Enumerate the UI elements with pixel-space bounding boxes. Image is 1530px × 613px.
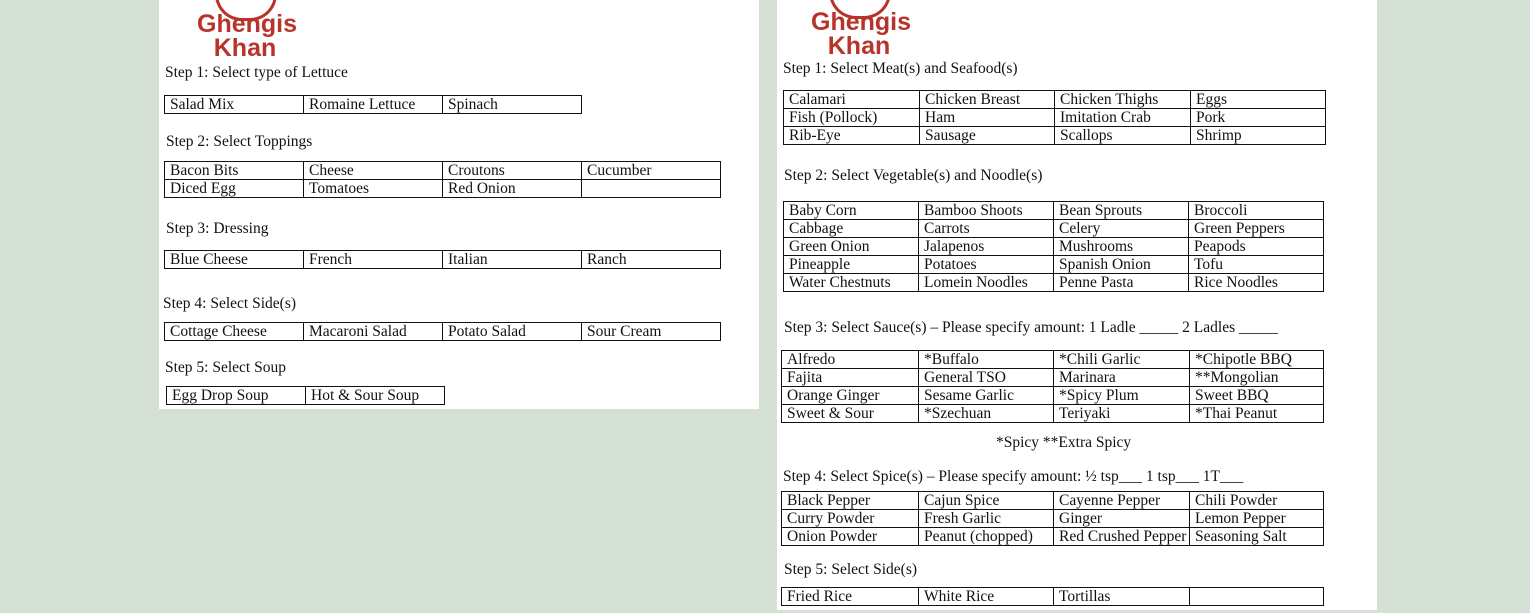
- logo-line-1: Ghengis: [811, 8, 912, 36]
- table-cell[interactable]: Diced Egg: [165, 180, 304, 198]
- table-cell[interactable]: *Thai Peanut: [1190, 405, 1324, 423]
- salad-order-sheet: [159, 0, 759, 409]
- table-cell[interactable]: Salad Mix: [165, 96, 304, 114]
- table-cell[interactable]: Curry Powder: [782, 510, 919, 528]
- table-cell[interactable]: Chili Powder: [1190, 492, 1324, 510]
- table-cell[interactable]: Celery: [1054, 220, 1189, 238]
- table-row: [782, 351, 1324, 369]
- table-cell[interactable]: Cucumber: [582, 162, 721, 180]
- table-cell[interactable]: Eggs: [1191, 91, 1326, 109]
- table-cell[interactable]: **Mongolian: [1190, 369, 1324, 387]
- table-cell[interactable]: Scallops: [1055, 127, 1191, 145]
- step-title: Step 1: Select type of Lettuce: [165, 64, 348, 81]
- table-cell[interactable]: *Szechuan: [919, 405, 1054, 423]
- table-cell[interactable]: Chicken Breast: [920, 91, 1055, 109]
- table-cell[interactable]: Ginger: [1054, 510, 1190, 528]
- table-cell[interactable]: Cabbage: [784, 220, 919, 238]
- table-cell[interactable]: Ham: [920, 109, 1055, 127]
- table-cell[interactable]: Cayenne Pepper: [1054, 492, 1190, 510]
- sides-options-table: [781, 587, 1324, 606]
- table-cell[interactable]: Tofu: [1189, 256, 1324, 274]
- table-cell[interactable]: Cajun Spice: [919, 492, 1054, 510]
- step-title: Step 5: Select Soup: [165, 359, 286, 376]
- table-cell: [582, 180, 721, 198]
- table-cell[interactable]: Broccoli: [1189, 202, 1324, 220]
- table-cell[interactable]: Potato Salad: [443, 323, 582, 341]
- table-row: [784, 220, 1324, 238]
- step-title: Step 2: Select Vegetable(s) and Noodle(s): [784, 167, 1043, 184]
- table-cell[interactable]: French: [304, 251, 443, 269]
- step-title: Step 2: Select Toppings: [166, 133, 313, 150]
- table-cell[interactable]: Mushrooms: [1054, 238, 1189, 256]
- table-cell[interactable]: Carrots: [919, 220, 1054, 238]
- spices-options-table: [781, 491, 1324, 546]
- table-row: [784, 109, 1326, 127]
- table-cell[interactable]: Imitation Crab: [1055, 109, 1191, 127]
- logo-line-1: Ghengis: [197, 10, 298, 38]
- sides-options-table: [164, 322, 721, 341]
- table-cell[interactable]: Calamari: [784, 91, 920, 109]
- table-cell[interactable]: Orange Ginger: [782, 387, 919, 405]
- table-row: [782, 588, 1324, 606]
- vegetables-options-table: [783, 201, 1324, 292]
- step-title: Step 3: Select Sauce(s) – Please specify amount: 1 Ladle _____ 2 Ladles _____: [784, 319, 1278, 336]
- table-cell[interactable]: Potatoes: [919, 256, 1054, 274]
- table-cell[interactable]: Spanish Onion: [1054, 256, 1189, 274]
- table-cell[interactable]: Jalapenos: [919, 238, 1054, 256]
- table-cell[interactable]: *Chili Garlic: [1054, 351, 1190, 369]
- table-row: [782, 369, 1324, 387]
- table-cell[interactable]: Romaine Lettuce: [304, 96, 443, 114]
- table-cell[interactable]: Bean Sprouts: [1054, 202, 1189, 220]
- table-cell[interactable]: Seasoning Salt: [1190, 528, 1324, 546]
- table-cell[interactable]: Bamboo Shoots: [919, 202, 1054, 220]
- table-cell[interactable]: Pineapple: [784, 256, 919, 274]
- table-row: [782, 528, 1324, 546]
- table-row: [165, 323, 721, 341]
- table-cell[interactable]: Italian: [443, 251, 582, 269]
- logo-line-2: Khan: [213, 34, 277, 62]
- table-cell[interactable]: Ranch: [582, 251, 721, 269]
- table-row: [784, 202, 1324, 220]
- table-cell[interactable]: Rice Noodles: [1189, 274, 1324, 292]
- table-cell[interactable]: Sweet BBQ: [1190, 387, 1324, 405]
- table-row: [165, 180, 721, 198]
- table-cell[interactable]: Marinara: [1054, 369, 1190, 387]
- stir-fry-order-sheet: [777, 0, 1377, 610]
- table-cell[interactable]: Bacon Bits: [165, 162, 304, 180]
- table-cell[interactable]: Croutons: [443, 162, 582, 180]
- table-row: [784, 274, 1324, 292]
- meats-options-table: [783, 90, 1326, 145]
- toppings-options-table: [164, 161, 721, 198]
- table-row: [782, 492, 1324, 510]
- table-row: [784, 127, 1326, 145]
- table-cell[interactable]: Green Peppers: [1189, 220, 1324, 238]
- table-cell[interactable]: Water Chestnuts: [784, 274, 919, 292]
- sauces-options-table: [781, 350, 1324, 423]
- step-title: Step 3: Dressing: [166, 220, 269, 237]
- ghengis-khan-logo: [811, 8, 912, 60]
- table-cell[interactable]: Sweet & Sour: [782, 405, 919, 423]
- table-cell[interactable]: Chicken Thighs: [1055, 91, 1191, 109]
- table-cell[interactable]: Blue Cheese: [165, 251, 304, 269]
- table-cell[interactable]: Tomatoes: [304, 180, 443, 198]
- table-cell[interactable]: Fresh Garlic: [919, 510, 1054, 528]
- table-cell[interactable]: Rib-Eye: [784, 127, 920, 145]
- table-cell[interactable]: Fish (Pollock): [784, 109, 920, 127]
- step-title: Step 1: Select Meat(s) and Seafood(s): [783, 60, 1018, 77]
- step-title: Step 5: Select Side(s): [784, 561, 918, 578]
- table-cell[interactable]: *Spicy Plum: [1054, 387, 1190, 405]
- table-row: [165, 162, 721, 180]
- step-title: Step 4: Select Spice(s) – Please specify amount: ½ tsp___ 1 tsp___ 1T___: [783, 468, 1244, 485]
- table-cell[interactable]: Shrimp: [1191, 127, 1326, 145]
- table-cell[interactable]: Egg Drop Soup: [167, 387, 306, 405]
- table-cell[interactable]: Onion Powder: [782, 528, 919, 546]
- table-row: [782, 387, 1324, 405]
- table-cell[interactable]: Tortillas: [1054, 588, 1190, 606]
- step-title: Step 4: Select Side(s): [163, 295, 297, 312]
- table-cell[interactable]: Red Onion: [443, 180, 582, 198]
- table-cell[interactable]: Peanut (chopped): [919, 528, 1054, 546]
- table-row: [165, 96, 582, 114]
- table-cell[interactable]: Pork: [1191, 109, 1326, 127]
- table-cell[interactable]: General TSO: [919, 369, 1054, 387]
- table-cell[interactable]: White Rice: [919, 588, 1054, 606]
- table-cell[interactable]: Baby Corn: [784, 202, 919, 220]
- table-row: [784, 256, 1324, 274]
- table-row: [167, 387, 445, 405]
- table-cell[interactable]: Black Pepper: [782, 492, 919, 510]
- table-cell[interactable]: Fried Rice: [782, 588, 919, 606]
- table-cell[interactable]: *Buffalo: [919, 351, 1054, 369]
- table-cell[interactable]: Sour Cream: [582, 323, 721, 341]
- table-cell[interactable]: Teriyaki: [1054, 405, 1190, 423]
- logo-line-2: Khan: [827, 32, 891, 60]
- table-cell[interactable]: Macaroni Salad: [304, 323, 443, 341]
- table-cell[interactable]: Red Crushed Pepper: [1054, 528, 1190, 546]
- table-row: [782, 510, 1324, 528]
- table-cell[interactable]: Lomein Noodles: [919, 274, 1054, 292]
- table-row: [784, 238, 1324, 256]
- dressing-options-table: [164, 250, 721, 269]
- soup-options-table: [166, 386, 445, 405]
- table-cell[interactable]: Sausage: [920, 127, 1055, 145]
- table-cell[interactable]: Cottage Cheese: [165, 323, 304, 341]
- table-row: [782, 405, 1324, 423]
- lettuce-options-table: [164, 95, 582, 114]
- table-cell[interactable]: Cheese: [304, 162, 443, 180]
- table-cell[interactable]: Lemon Pepper: [1190, 510, 1324, 528]
- table-row: [784, 91, 1326, 109]
- table-cell[interactable]: Fajita: [782, 369, 919, 387]
- ghengis-khan-logo: [197, 10, 298, 62]
- table-cell[interactable]: Penne Pasta: [1054, 274, 1189, 292]
- table-cell[interactable]: *Chipotle BBQ: [1190, 351, 1324, 369]
- table-cell[interactable]: Alfredo: [782, 351, 919, 369]
- table-cell[interactable]: Green Onion: [784, 238, 919, 256]
- spicy-legend-note: *Spicy **Extra Spicy: [996, 434, 1132, 451]
- table-cell[interactable]: Spinach: [443, 96, 582, 114]
- table-cell: [1190, 588, 1324, 606]
- table-cell[interactable]: Peapods: [1189, 238, 1324, 256]
- table-row: [165, 251, 721, 269]
- table-cell[interactable]: Hot & Sour Soup: [306, 387, 445, 405]
- table-cell[interactable]: Sesame Garlic: [919, 387, 1054, 405]
